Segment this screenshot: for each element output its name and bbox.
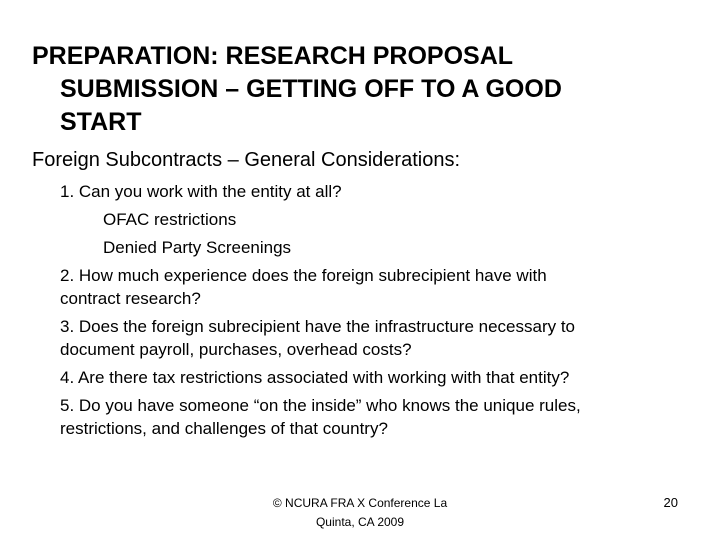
footer-line-2: Quinta, CA 2009 — [315, 515, 405, 529]
slide-title — [32, 40, 692, 139]
list-item-4: 4. Are there tax restrictions associated with working with that entity? — [60, 368, 570, 387]
list-item-3 — [60, 315, 700, 361]
list-item-2-line-1: 2. How much experience does the foreign subrecipient have with — [60, 266, 547, 285]
list-item-1: 1. Can you work with the entity at all? — [60, 182, 342, 201]
title-line-1: PREPARATION: RESEARCH PROPOSAL — [32, 42, 514, 70]
sub-item-ofac: OFAC restrictions — [103, 210, 237, 229]
list-item-2 — [60, 264, 700, 310]
sub-item-denied-party: Denied Party Screenings — [103, 238, 292, 257]
page-number: 20 — [663, 495, 678, 510]
list-item-2-line-2: contract research? — [60, 289, 201, 308]
considerations-list — [60, 180, 700, 445]
list-item-5-line-1: 5. Do you have someone “on the inside” who knows the unique rules, — [60, 396, 581, 415]
list-item-3-line-2: document payroll, purchases, overhead costs? — [60, 340, 412, 359]
title-line-2: SUBMISSION – GETTING OFF TO A GOOD — [60, 75, 562, 103]
list-item-5-line-2: restrictions, and challenges of that country? — [60, 419, 388, 438]
list-item-3-line-1: 3. Does the foreign subrecipient have the infrastructure necessary to — [60, 317, 576, 336]
section-heading: Foreign Subcontracts – General Considerations: — [32, 149, 461, 171]
title-line-3: START — [60, 108, 142, 136]
footer-copyright — [240, 494, 480, 532]
footer-line-1: © NCURA FRA X Conference La — [272, 496, 448, 510]
list-item-5 — [60, 394, 700, 440]
